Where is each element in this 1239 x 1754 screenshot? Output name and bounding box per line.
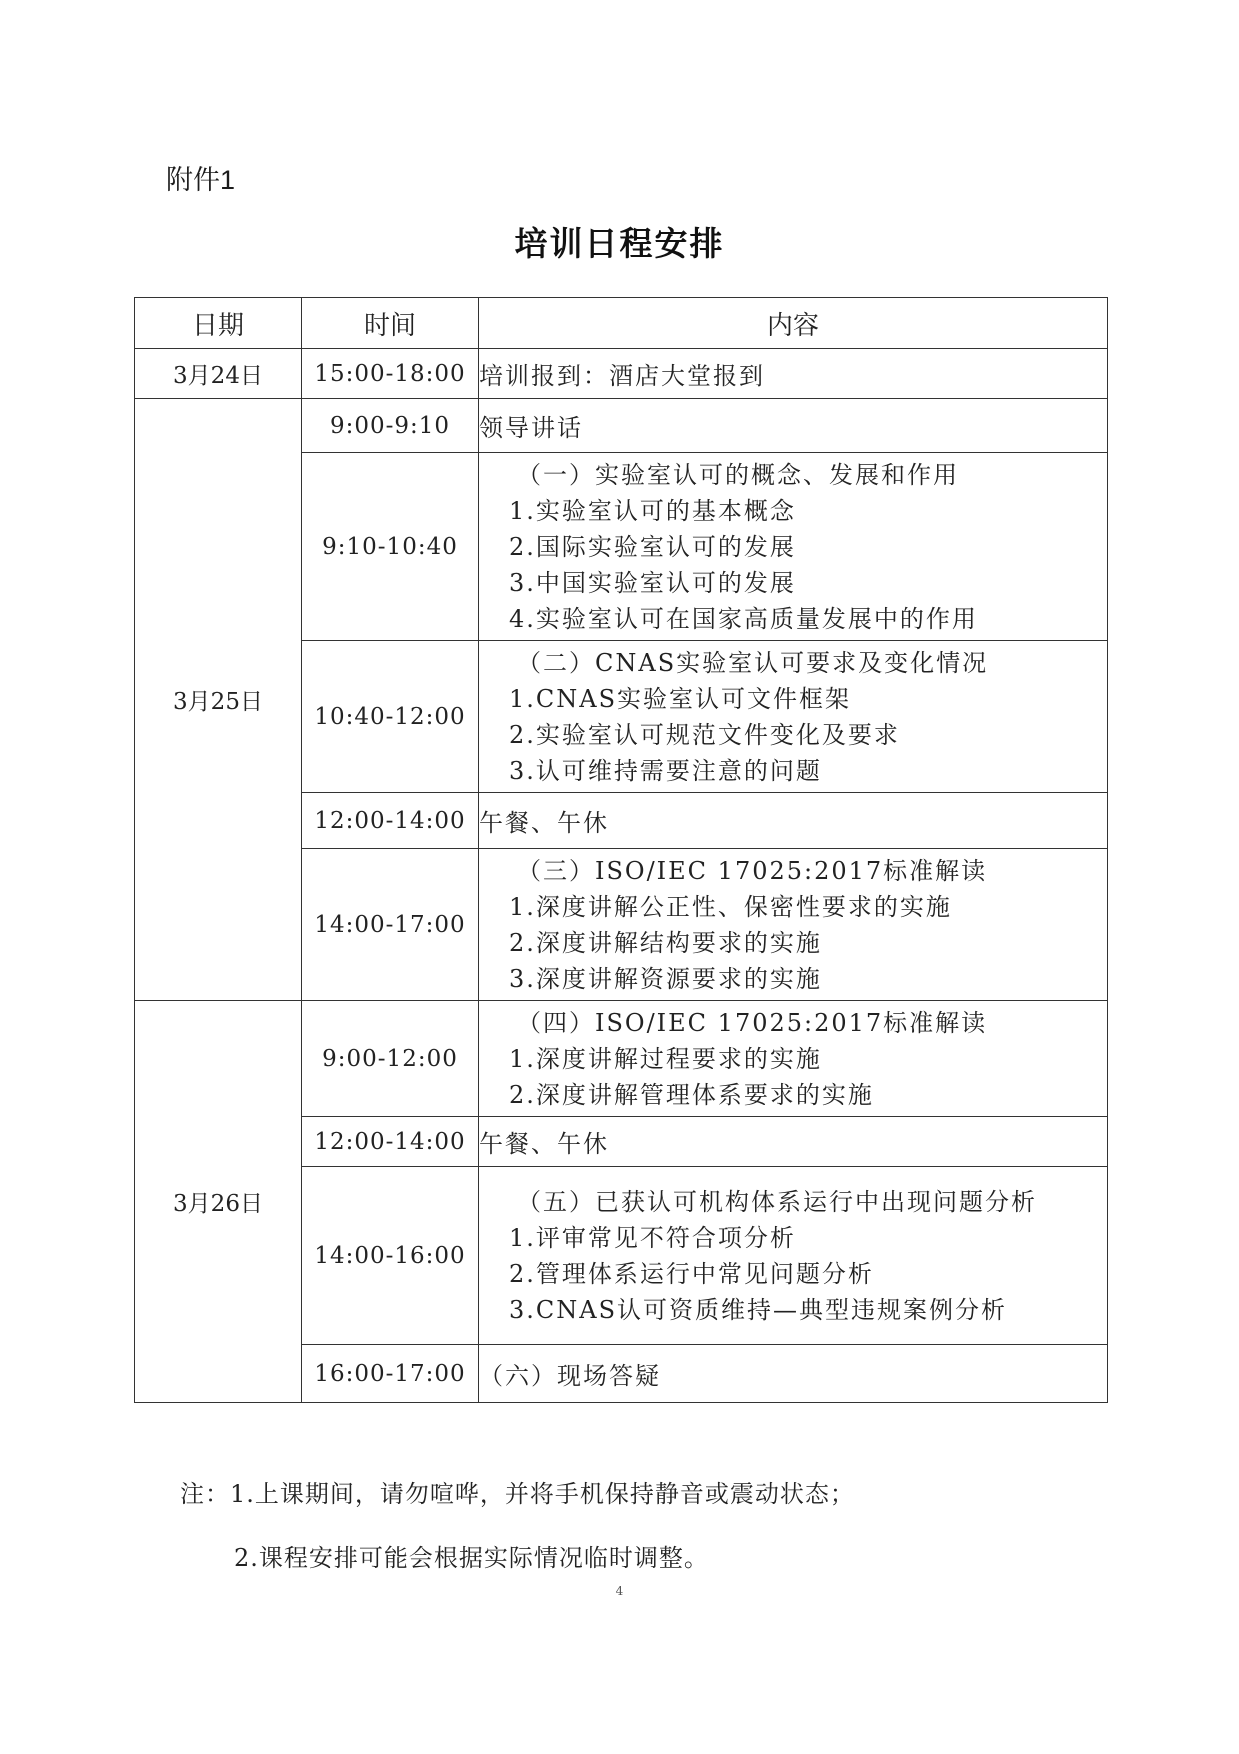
content-cell: 午餐、午休 xyxy=(479,1117,1108,1167)
list-item: 3.认可维持需要注意的问题 xyxy=(509,756,822,785)
list-item: 1.深度讲解过程要求的实施 xyxy=(509,1044,822,1073)
content-cell xyxy=(479,849,1108,1001)
list-item: 1.实验室认可的基本概念 xyxy=(509,496,796,525)
time-cell: 16:00-17:00 xyxy=(302,1345,479,1403)
content-cell: 培训报到：酒店大堂报到 xyxy=(479,349,1108,399)
page-number: 4 xyxy=(615,1584,624,1598)
list-item: 2.实验室认可规范文件变化及要求 xyxy=(509,720,900,749)
time-cell: 14:00-17:00 xyxy=(302,849,479,1001)
list-item: 2.国际实验室认可的发展 xyxy=(509,532,796,561)
list-item: 1.评审常见不符合项分析 xyxy=(509,1223,796,1252)
date-cell: 3月26日 xyxy=(135,1001,302,1403)
table-row xyxy=(135,1001,1108,1117)
list-item: 2.深度讲解结构要求的实施 xyxy=(509,928,822,957)
list-item: 2.深度讲解管理体系要求的实施 xyxy=(509,1080,874,1109)
date-cell: 3月24日 xyxy=(135,349,302,399)
time-cell: 10:40-12:00 xyxy=(302,641,479,793)
section-heading: （四）ISO/IEC 17025:2017标准解读 xyxy=(517,1008,988,1037)
list-item: 3.CNAS认可资质维持—典型违规案例分析 xyxy=(509,1295,1008,1324)
content-cell: 领导讲话 xyxy=(479,399,1108,453)
list-item: 3.中国实验室认可的发展 xyxy=(509,568,796,597)
section-heading: （二）CNAS实验室认可要求及变化情况 xyxy=(517,648,989,677)
content-cell: （六）现场答疑 xyxy=(479,1345,1108,1403)
time-cell: 12:00-14:00 xyxy=(302,1117,479,1167)
header-date: 日期 xyxy=(135,298,302,349)
content-cell xyxy=(479,1001,1108,1117)
content-cell xyxy=(479,1167,1108,1345)
section-heading: （五）已获认可机构体系运行中出现问题分析 xyxy=(517,1187,1037,1216)
table-header-row xyxy=(135,298,1108,349)
header-content: 内容 xyxy=(479,298,1108,349)
content-cell xyxy=(479,641,1108,793)
header-time: 时间 xyxy=(302,298,479,349)
page-title: 培训日程安排 xyxy=(514,224,725,263)
section-heading: （一）实验室认可的概念、发展和作用 xyxy=(517,460,959,489)
list-item: 3.深度讲解资源要求的实施 xyxy=(509,964,822,993)
list-item: 2.管理体系运行中常见问题分析 xyxy=(509,1259,874,1288)
note-line-2: 2.课程安排可能会根据实际情况临时调整。 xyxy=(234,1544,709,1572)
time-cell: 12:00-14:00 xyxy=(302,793,479,849)
date-cell: 3月25日 xyxy=(135,399,302,1001)
list-item: 1.CNAS实验室认可文件框架 xyxy=(509,684,852,713)
attachment-label: 附件1 xyxy=(166,165,236,195)
schedule-table xyxy=(134,297,1108,1403)
note-line-1: 注：1.上课期间，请勿喧哗，并将手机保持静音或震动状态； xyxy=(180,1480,855,1508)
time-cell: 9:10-10:40 xyxy=(302,453,479,641)
table-row xyxy=(135,349,1108,399)
table-row xyxy=(135,399,1108,453)
content-cell: 午餐、午休 xyxy=(479,793,1108,849)
time-cell: 9:00-12:00 xyxy=(302,1001,479,1117)
list-item: 4.实验室认可在国家高质量发展中的作用 xyxy=(509,604,978,633)
list-item: 1.深度讲解公正性、保密性要求的实施 xyxy=(509,892,952,921)
time-cell: 15:00-18:00 xyxy=(302,349,479,399)
time-cell: 9:00-9:10 xyxy=(302,399,479,453)
section-heading: （三）ISO/IEC 17025:2017标准解读 xyxy=(517,856,988,885)
content-cell xyxy=(479,453,1108,641)
time-cell: 14:00-16:00 xyxy=(302,1167,479,1345)
